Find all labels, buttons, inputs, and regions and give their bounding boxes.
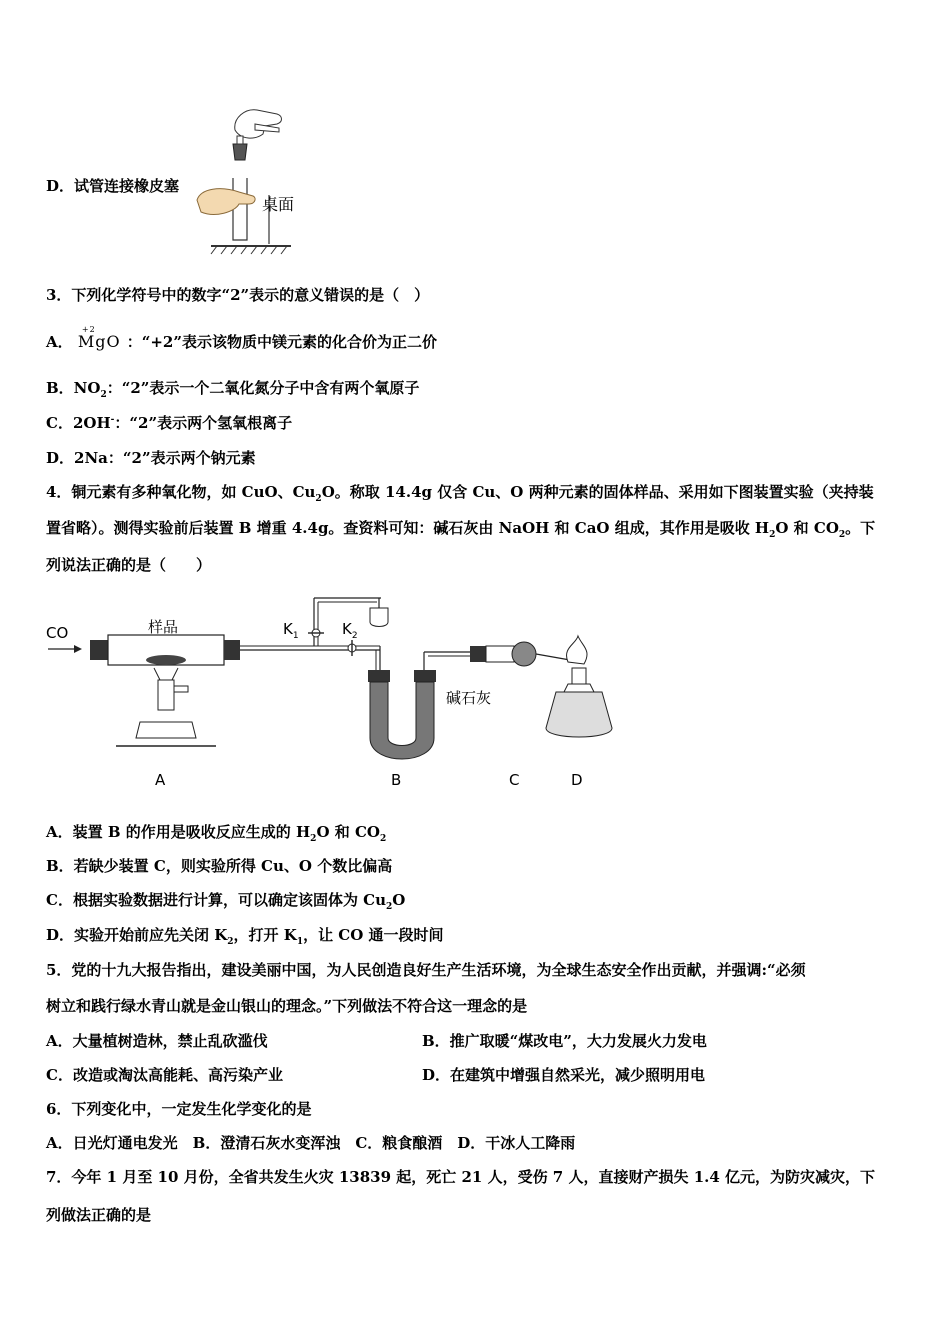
q5-stem-line2: 树立和践行绿水青山就是金山银山的理念。”下列做法不符合这一理念的是 xyxy=(46,997,528,1015)
fig-sample-label: 样品 xyxy=(148,618,179,636)
fig-table-label: 桌面 xyxy=(262,195,295,214)
test-tube-stopper-figure xyxy=(195,100,305,260)
fig-soda-lime-label: 碱石灰 xyxy=(446,689,492,707)
q4-option-c: C．根据实验数据进行计算，可以确定该固体为 $Cu_2O$ xyxy=(46,891,406,912)
mgo-formula: +2 MgO xyxy=(77,325,121,351)
fig-co-label: CO xyxy=(46,624,69,642)
q5-option-c: C．改造或淘汰高能耗、高污染产业 xyxy=(46,1066,283,1084)
q2-option-d xyxy=(46,176,179,196)
q3-option-b: B．$NO_2$：“2”表示一个二氧化氮分子中含有两个氧原子 xyxy=(46,379,420,400)
apparatus-figure xyxy=(46,588,626,788)
q4-stem-line2: 置省略）。测得实验前后装置 B 增重 4.4g。查资料可知：碱石灰由 NaOH 和 CaO 组成，其作用是吸收 $H_2O$ 和 $CO_2$。下 xyxy=(46,519,876,540)
q3-option-c: C．2OH-：“2”表示两个氢氧根离子 xyxy=(46,414,293,432)
q3-stem: 3．下列化学符号中的数字“2”表示的意义错误的是（ ） xyxy=(46,286,430,304)
q4-stem-line1: 4．铜元素有多种氧化物，如 CuO、$Cu_2O$。称取 14.4g 仅含 Cu、O 两种元素的固体样品、采用如下图装置实验（夹持装 xyxy=(46,483,874,504)
q6-stem: 6．下列变化中，一定发生化学变化的是 xyxy=(46,1100,312,1118)
q5-option-b: B．推广取暖“煤改电”，大力发展火力发电 xyxy=(422,1032,707,1050)
q4-option-a: A．装置 B 的作用是吸收反应生成的 $H_2O$ 和 $CO_2$ xyxy=(46,823,387,844)
fig-label-a: A xyxy=(155,771,166,789)
q3-option-a: A． +2 MgO ：“+2”表示该物质中镁元素的化合价为正二价 xyxy=(46,325,437,351)
q4-option-d: D．实验开始前应先关闭 $K_2$，打开 $K_1$，让 CO 通一段时间 xyxy=(46,926,444,947)
q5-option-a: A．大量植树造林，禁止乱砍滥伐 xyxy=(46,1032,268,1050)
q5-option-d: D．在建筑中增强自然采光，减少照明用电 xyxy=(422,1066,706,1084)
fig-label-d: D xyxy=(571,771,583,789)
q2-option-d-text: D．试管连接橡皮塞 xyxy=(46,177,180,195)
fig-label-b: B xyxy=(391,771,402,789)
q7-stem-line2: 列做法正确的是 xyxy=(46,1206,152,1224)
q5-stem-line1: 5．党的十九大报告指出，建设美丽中国，为人民创造良好生产生活环境，为全球生态安全作出贡献，并强调:“必须 xyxy=(46,961,806,979)
fig-label-c: C xyxy=(509,771,520,789)
fig-k1-label: $K_1$ xyxy=(283,620,299,641)
q4-stem-line3: 列说法正确的是（ ） xyxy=(46,556,212,574)
q6-options: A．日光灯通电发光 B．澄清石灰水变浑浊 C．粮食酿酒 D．干冰人工降雨 xyxy=(46,1134,576,1152)
q3-option-d: D．2Na：“2”表示两个钠元素 xyxy=(46,449,256,467)
q5-options-row2 xyxy=(46,1065,706,1085)
q5-options-row1 xyxy=(46,1031,707,1051)
q7-stem-line1: 7．今年 1 月至 10 月份，全省共发生火灾 13839 起，死亡 21 人，受伤 7 人，直接财产损失 1.4 亿元，为防灾减灾，下 xyxy=(46,1168,876,1186)
q4-option-b: B．若缺少装置 C，则实验所得 Cu、O 个数比偏高 xyxy=(46,857,393,875)
fig-k2-label: $K_2$ xyxy=(342,620,358,641)
